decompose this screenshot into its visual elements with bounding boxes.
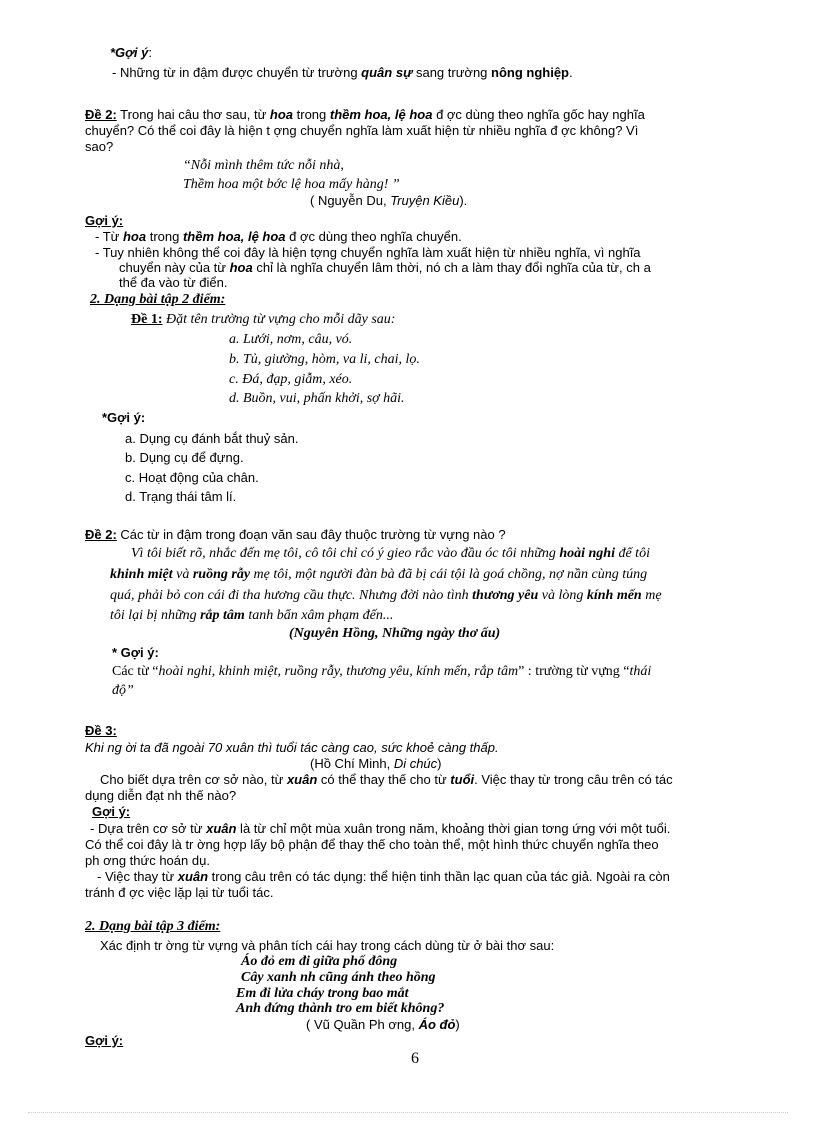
text-segment: mẹ tôi, một người đàn bà đã bị cái tội là goá chồng, nợ nần cùng túng [250,567,648,582]
text-line-goiy-2-a [95,228,462,245]
text-segment: Di chúc [393,756,438,771]
text-line-para-2 [110,566,647,583]
text-segment: và [172,567,193,582]
text-segment: *Gợi ý [110,45,149,60]
text-segment: hoa [269,107,294,122]
text-segment: tuổi [450,772,475,787]
text-segment: d. Trạng thái tâm lí. [125,489,237,504]
text-line-para-1 [131,545,650,562]
text-segment: đ ợc dùng theo nghĩa chuyển. [285,229,462,244]
text-segment: kính mến [586,588,642,603]
text-line-poem-2 [183,176,400,193]
text-segment: . Việc thay từ trong câu trên có tác [474,772,673,787]
text-line-de3-2 [85,787,236,804]
text-segment: 2. Dạng bài tập 3 điểm: [85,919,221,934]
text-line-para-4 [110,607,393,624]
text-segment: Khi ng ời ta đã ngoài 70 xuân thì tuổi tác càng cao, sức khoẻ càng thấp. [85,740,499,755]
text-line-goiy-4 [112,644,159,661]
text-segment: dụng diễn đạt nh thế nào? [85,788,237,803]
text-segment: Vì tôi biết rõ, nhắc đến mẹ tôi, cô tôi chỉ có ý gieo rắc vào đầu óc tôi những [131,546,560,561]
text-segment: b. Tủ, giường, hòm, va li, chai, lọ. [229,352,420,367]
text-segment: Các từ in đậm trong đoạn văn sau đây thuộc trường từ vựng nào ? [116,527,506,542]
text-line-goiy-3-c [125,469,259,486]
text-line-goiy-1-text [112,64,573,81]
text-line-de3 [85,722,117,739]
text-segment: - Từ [95,229,123,244]
text-segment: ” : trường từ vựng “ [518,664,630,679]
text-segment: - Việc thay từ [97,869,178,884]
text-segment: *Gợi ý: [102,410,146,425]
text-segment: sao? [85,139,114,154]
text-segment: hoa [122,229,147,244]
text-segment: chuyển này của từ [119,260,230,275]
text-segment: tôi lại bị những [110,608,201,623]
text-line-goiy-4-1 [112,663,651,680]
text-segment: (Nguyên Hồng, Những ngày thơ ấu) [289,626,501,641]
text-segment: ( Vũ Quần Ph ơng, [306,1017,419,1032]
text-segment: quân sự [361,65,413,80]
text-segment: Đề 2: [85,107,117,122]
text-segment: trong câu trên có tác dụng: thể hiện tinh thần lạc quan của tác giả. Ngoài ra còn [208,869,670,884]
text-segment: là từ chỉ một mùa xuân trong năm, khoảng thời gian tơng ứng với một tuổi. [236,821,671,836]
text-segment: ) [437,756,442,771]
text-line-poem2-4 [236,1000,444,1017]
text-line-goiy-3-b [125,449,244,466]
text-segment: tanh bẩn xâm phạm đến... [244,608,394,623]
text-line-de1-d [229,390,405,407]
text-segment: nông nghiệp [491,65,569,80]
text-segment: hoa [229,260,253,275]
text-segment: Gợi ý: [85,1033,124,1048]
page-bottom-border [28,1112,788,1113]
text-segment: Xác định tr ờng từ vựng và phân tích cái hay trong cách dùng từ ở bài thơ sau: [100,938,555,953]
text-segment: Có thể coi đây là tr ờng hợp lấy bộ phận để thay thế cho toàn thể, một hình thức chuyển nghĩa theo [85,837,659,852]
text-segment: - Tuy nhiên không thể coi đây là hiện tợng chuyển nghĩa làm xuất hiện từ nhiều nghĩa, vì nghĩa [95,245,641,260]
text-segment: thái [629,664,652,679]
text-segment: thể đa vào từ điển. [119,275,228,290]
text-segment: Trong hai câu thơ sau, từ [116,107,270,122]
text-line-poem2-1 [241,953,397,970]
text-line-dang-3 [85,918,220,935]
text-line-goiy-6 [85,1032,123,1049]
text-segment: Cây xanh nh cũng ánh theo hồng [241,970,436,985]
text-segment: xuân [286,772,318,787]
text-line-poem-src [310,192,467,209]
text-segment: Đề 3: [85,723,117,738]
text-line-poem2-2 [241,969,436,986]
text-segment: Gợi ý: [92,804,131,819]
text-segment: trong [146,229,183,244]
text-line-de1-b [229,351,420,368]
text-segment: : [148,45,152,60]
text-line-poem-1 [183,157,344,174]
text-segment: (Hồ Chí Minh, [310,756,394,771]
text-line-de3-1 [100,771,673,788]
text-line-goiy-3 [102,409,145,426]
text-line-goiy-5-5 [85,884,273,901]
text-line-de2-a-1 [85,106,645,123]
text-segment: khinh miệt [110,567,173,582]
text-segment: trong [293,107,330,122]
text-segment: ) [455,1017,460,1032]
text-segment: Áo đỏ em đi giữa phố đông [241,954,398,969]
text-line-goiy-1 [110,44,152,61]
text-segment: xuân [177,869,209,884]
text-segment: c. Đá, đạp, giẫm, xéo. [229,372,353,387]
text-segment: c. Hoạt động của chân. [125,470,259,485]
text-segment: đ ợc dùng theo nghĩa gốc hay nghĩa [432,107,645,122]
text-segment: . [569,65,573,80]
text-segment: hoài nghi, khinh miệt, ruồng rẫy, thương yêu, kính mến, rắp tâm [158,664,519,679]
text-segment: Đặt tên trường từ vựng cho mỗi dãy sau: [166,312,396,327]
text-line-para-3 [110,587,662,604]
text-line-de1-c [229,371,352,388]
text-segment: và lòng [538,588,587,603]
text-segment: hoài nghi [559,546,615,561]
text-segment: a. Lưới, nơm, câu, vó. [229,332,353,347]
text-segment: Gợi ý: [85,213,124,228]
text-line-goiy-5-2 [85,836,659,853]
text-segment: Cho biết dựa trên cơ sở nào, từ [100,772,287,787]
text-segment: 2. Dạng bài tập 2 điểm: [90,292,226,307]
text-line-goiy-3-d [125,488,236,505]
text-segment: mẹ [641,588,662,603]
text-segment: - Những từ in đậm được chuyển từ trường [112,65,362,80]
text-segment: thương yêu [472,588,539,603]
text-segment: xuân [206,821,237,836]
text-line-goiy-3-a [125,430,298,447]
text-segment: Các từ “ [112,664,159,679]
text-segment: a. Dụng cụ đánh bắt thuỷ sản. [125,431,299,446]
text-line-dang-3-q [100,937,554,954]
text-line-poem2-src [306,1016,460,1033]
text-line-de2-b [85,526,506,543]
text-line-goiy-2-b3 [119,274,227,291]
text-segment: quá, phải bỏ con cái đi tha hương cầu thực. Nhưng đời nào tình [110,588,473,603]
text-segment: ). [459,193,468,208]
text-segment: độ” [112,683,134,698]
text-segment: d. Buồn, vui, phấn khởi, sợ hãi. [229,391,405,406]
text-segment: Áo đỏ [418,1017,456,1032]
text-line-goiy-2 [85,212,123,229]
text-segment: thềm hoa, lệ hoa [329,107,433,122]
text-segment: Đề 1: [131,312,163,327]
text-line-de3-src [310,755,442,772]
text-segment: chỉ là nghĩa chuyển lâm thời, nó ch a làm thay đổi nghĩa của từ, ch a [252,260,651,275]
text-segment: * Gợi ý: [112,645,159,660]
text-line-goiy-4-2 [112,682,134,699]
page-number: 6 [411,1050,419,1067]
text-segment: ph ơng thức hoán dụ. [85,853,210,868]
text-segment: thềm hoa, lệ hoa [182,229,286,244]
text-line-goiy-5 [92,803,130,820]
text-line-de2-a-2 [85,122,638,139]
text-segment: “Nỗi mình thêm tức nỗi nhà, [183,158,344,173]
text-line-goiy-5-3 [85,852,210,869]
text-segment: Đề 2: [85,527,117,542]
text-segment: có thể thay thế cho từ [317,772,451,787]
text-line-goiy-5-1 [90,820,670,837]
text-line-para-src [289,625,500,642]
text-segment: để tôi [614,546,650,561]
text-segment: b. Dụng cụ để đựng. [125,450,244,465]
text-segment: tránh đ ợc việc lặp lại từ tuổi tác. [85,885,274,900]
text-segment: Anh đứng thành tro em biết không? [236,1001,445,1016]
text-line-de3-q [85,739,499,756]
text-segment: sang trường [412,65,492,80]
text-line-goiy-5-4 [97,868,670,885]
text-line-de1-a [229,331,352,348]
text-segment: chuyển? Có thể coi đây là hiện t ợng chuyển nghĩa làm xuất hiện từ nhiều nghĩa đ ợc không? Vì [85,123,639,138]
text-segment: Truyện Kiều [390,193,460,208]
text-segment: rắp tâm [200,608,245,623]
text-segment: Thềm hoa một bớc lệ hoa mấy hàng! ” [183,177,400,192]
text-line-de1 [131,311,395,328]
text-line-de2-a-3 [85,138,113,155]
text-segment: ( Nguyễn Du, [310,193,391,208]
text-line-dang-2 [90,291,225,308]
text-segment: ruồng rẫy [192,567,251,582]
text-segment: - Dựa trên cơ sở từ [90,821,207,836]
text-segment: Em đi lửa cháy trong bao mắt [236,986,409,1001]
